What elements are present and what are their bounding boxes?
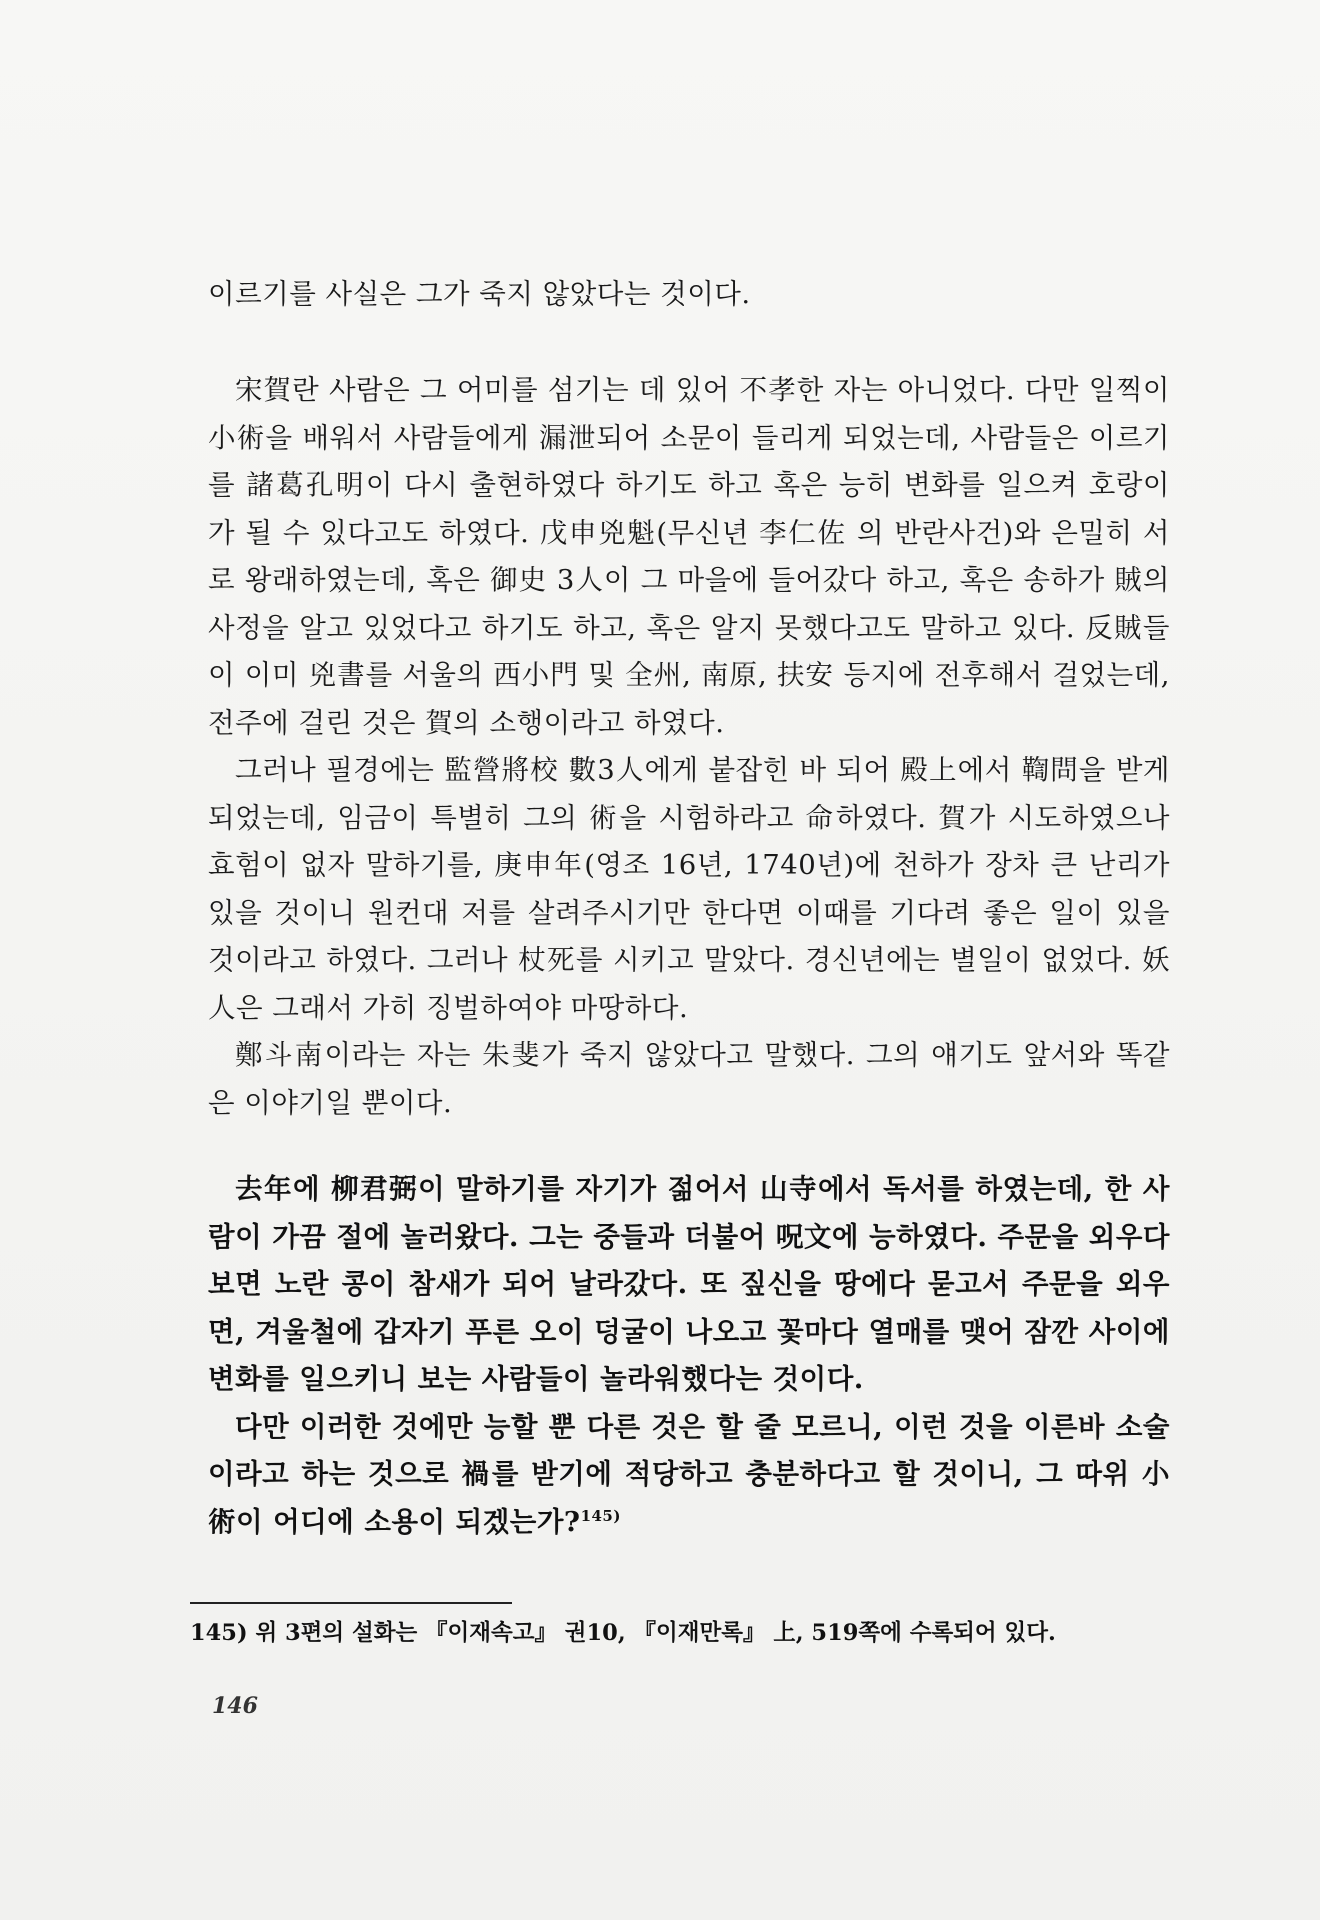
paragraph: 去年에 柳君弼이 말하기를 자기가 젊어서 山寺에서 독서를 하였는데, 한 사람이 가끔 절에 놀러왔다. 그는 중들과 더불어 呪文에 능하였다. 주문을 외우다 보면 노란 콩이 참새가 되어 날라갔다. 또 짚신을 땅에다 묻고서 주문을 외우면, 겨울철에 갑자기 푸른 오이 덩굴이 나오고 꽃마다 열매를 맺어 잠깐 사이에 변화를 일으키니 보는 사람들이 놀라워했다는 것이다. bbox=[208, 1173, 1170, 1395]
story-sorcerer bbox=[208, 1166, 1170, 1546]
footnote-reference[interactable]: 145) bbox=[580, 1506, 621, 1525]
story-song-ha bbox=[208, 367, 1170, 1127]
paragraph bbox=[208, 1404, 1170, 1547]
footnote: 145) 위 3편의 설화는 『이재속고』 권10, 『이재만록』 上, 519쪽에 수록되어 있다. bbox=[190, 1620, 1056, 1646]
paragraph: 宋賀란 사람은 그 어미를 섬기는 데 있어 不孝한 자는 아니었다. 다만 일찍이 小術을 배워서 사람들에게 漏泄되어 소문이 들리게 되었는데, 사람들은 이르기를 諸葛孔明이 다시 출현하였다 하기도 하고 혹은 능히 변화를 일으켜 호랑이가 될 수 있다고도 하였다. 戊申兇魁(무신년 李仁佐 의 반란사건)와 은밀히 서로 왕래하였는데, 혹은 御史 3人이 그 마을에 들어갔다 하고, 혹은 송하가 賊의 사정을 알고 있었다고 하기도 하고, 혹은 알지 못했다고도 말하고 있다. 反賊들이 이미 兇書를 서울의 西小門 및 全州, 南原, 扶安 등지에 전후해서 걸었는데, 전주에 걸린 것은 賀의 소행이라고 하였다. bbox=[208, 374, 1170, 739]
paragraph: 이르기를 사실은 그가 죽지 않았다는 것이다. bbox=[208, 278, 751, 310]
paragraph-text: 다만 이러한 것에만 능할 뿐 다른 것은 할 줄 모르니, 이런 것을 이른바 소술이라고 하는 것으로 禍를 받기에 적당하고 충분하다고 할 것이니, 그 따위 小術이 어디에 소용이 되겠는가? bbox=[208, 1410, 1170, 1538]
continuation-text bbox=[208, 271, 1170, 319]
paragraph: 鄭斗南이라는 자는 朱斐가 죽지 않았다고 말했다. 그의 얘기도 앞서와 똑같은 이야기일 뿐이다. bbox=[208, 1039, 1170, 1119]
footnote-divider bbox=[190, 1602, 512, 1604]
paragraph: 그러나 필경에는 監營將校 數3人에게 붙잡힌 바 되어 殿上에서 鞫問을 받게 되었는데, 임금이 특별히 그의 術을 시험하라고 命하였다. 賀가 시도하였으나 효험이 없자 말하기를, 庚申年(영조 16년, 1740년)에 천하가 장차 큰 난리가 있을 것이니 원컨대 저를 살려주시기만 한다면 이때를 기다려 좋은 일이 있을 것이라고 하였다. 그러나 杖死를 시키고 말았다. 경신년에는 별일이 없었다. 妖人은 그래서 가히 징벌하여야 마땅하다. bbox=[208, 754, 1170, 1024]
page-number: 146 bbox=[212, 1693, 258, 1719]
